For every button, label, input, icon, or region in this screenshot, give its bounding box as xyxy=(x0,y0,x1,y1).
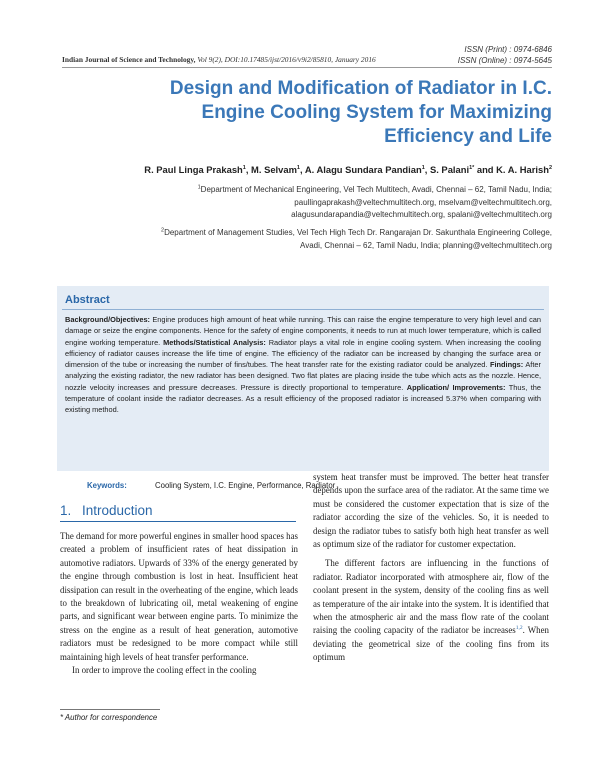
footnote: * Author for correspondence xyxy=(60,713,158,722)
abstract-findings-label: Findings: xyxy=(489,360,524,370)
abstract-background-text: Engine produces high amount of heat while running. This can raise the engine temperature to very high level and can damage or seize the engine components. Hence for the safety of engine components, it needs to run at much lower temperature, which is called engine working temperature. xyxy=(65,315,541,347)
intro-paragraph-1: The demand for more powerful engines in smaller hood spaces has created a problem of insufficient rates of heat dissipation in automotive radiators. Upwards of 33% of the energy generated by the engine through combustion is lost in heat. Insufficient heat dissipation can result in the overheating of the engine, which leads to the breakdown of lubricating oil, metal weakening of engine parts, and significant wear between engine parts. To minimize the stress on the engine as a result of heat generation, automotive radiators must be redesigned to be more compact while still maintaining high levels of heat transfer performance. xyxy=(60,531,298,662)
header-rule xyxy=(62,67,552,68)
author-5-affil: 2 xyxy=(548,164,552,171)
abstract-application-label: Application/ Improvements: xyxy=(406,382,506,392)
author-3-affil: 1 xyxy=(421,164,425,171)
section-number: 1. xyxy=(60,503,72,518)
author-list xyxy=(144,164,552,175)
author-4: , S. Palani xyxy=(424,164,470,175)
author-2: , M. Selvam xyxy=(245,164,297,175)
title-line-1: Design and Modification of Radiator in I.C. xyxy=(169,78,552,99)
abstract-findings-text: After analyzing the existing radiator, the new radiator has been designed. Two flat plates are placing inside the tube which acts as the nozzle. Hence, nozzle velocity increases and pressure decreases. Pressure is directly proportional to temperature. xyxy=(65,360,541,392)
section-heading-introduction xyxy=(60,503,300,518)
section-rule xyxy=(60,521,296,522)
author-1-affil: 1 xyxy=(242,164,246,171)
abstract-application-text: Thus, the temperature of coolant inside the radiator decreases. As a result efficiency of the proposed radiator is increased 5.37% when comparing with existing method. xyxy=(65,382,541,415)
abstract-divider xyxy=(62,309,544,310)
abstract-background-label: Background/Objectives: xyxy=(65,315,151,324)
section-title: Introduction xyxy=(82,503,153,518)
affiliation-1-line-1: Department of Mechanical Engineering, Vel Tech Multitech, Avadi, Chennai – 62, Tamil Nadu, India; xyxy=(200,185,552,194)
intro-paragraph-3: system heat transfer must be improved. The better heat transfer depends upon the surface area of the radiator. At the same time we must be considered the customer expectation that is size of the radiator according the size of the vehicles. So, it is needed to design the radiator tubes to satisfy both high heat transfer as well as optimum size of the radiator for customer expectation. xyxy=(313,472,549,550)
title-line-2: Engine Cooling System for Maximizing xyxy=(201,102,552,123)
citation-link[interactable]: 1,2 xyxy=(515,625,523,632)
keywords-text: Cooling System, I.C. Engine, Performance, Radiator xyxy=(155,481,336,490)
affiliation-1-line-3[interactable]: alagusundarapandia@veltechmultitech.org, spalani@veltechmultitech.org xyxy=(291,210,552,219)
body-column-left xyxy=(60,530,298,677)
issn-online: ISSN (Online) : 0974-5645 xyxy=(457,56,552,65)
title-line-3: Efficiency and Life xyxy=(384,126,552,147)
affiliation-2-line-1: Department of Management Studies, Vel Tech High Tech Dr. Rangarajan Dr. Sakunthala Engineering College, xyxy=(164,228,552,237)
author-2-affil: 1 xyxy=(296,164,300,171)
footnote-rule xyxy=(60,709,160,710)
intro-paragraph-2: In order to improve the cooling effect in the cooling xyxy=(72,665,257,676)
abstract-text xyxy=(65,314,541,416)
affiliation-2 xyxy=(161,227,552,252)
author-1: R. Paul Linga Prakash xyxy=(144,164,243,175)
intro-paragraph-4-continued: . When deviating the geometrical size of the cooling fins from its optimum xyxy=(313,625,549,663)
journal-details: Vol 9(2), DOI:10.17485/ijst/2016/v9i2/85810, January 2016 xyxy=(195,55,376,64)
author-5: and K. A. Harish xyxy=(474,164,549,175)
author-4-affil: 1* xyxy=(469,164,475,171)
keywords-label: Keywords: xyxy=(87,481,127,490)
journal-citation xyxy=(62,55,376,64)
body-column-right xyxy=(313,471,549,665)
affiliation-1 xyxy=(198,184,552,222)
issn-print: ISSN (Print) : 0974-6846 xyxy=(464,45,552,54)
author-3: , A. Alagu Sundara Pandian xyxy=(299,164,422,175)
affiliation-2-marker: 2 xyxy=(161,227,165,234)
affiliation-1-marker: 1 xyxy=(197,184,201,191)
journal-name: Indian Journal of Science and Technology, xyxy=(62,55,196,64)
affiliation-2-line-2[interactable]: Avadi, Chennai – 62, Tamil Nadu, India; planning@veltechmultitech.org xyxy=(300,240,552,250)
paper-title xyxy=(112,77,552,149)
abstract-methods-label: Methods/Statistical Analysis: xyxy=(163,337,266,347)
issn-block xyxy=(458,44,552,66)
abstract-methods-text: Radiator plays a vital role in engine cooling system. When increasing the cooling efficiency of radiator causes increase the life time of engine. The efficiency of the radiator can be increased by changing the surface area or dimension of the tube or increasing the number of fins/tubes. The heat transfer rate for the existing radiator could be analyzed. xyxy=(65,337,541,370)
abstract-heading: Abstract xyxy=(65,294,110,306)
intro-paragraph-4-text: The different factors are influencing in the functions of radiator. Radiator incorporated with atmosphere air, flow of the coolant present in the system, density of the cooling fins as well as temperature of the air intake into the system. It is identified that when the atmospheric air and the mass flow rate of the coolant raising the cooling capacity of the radiator be increases xyxy=(313,558,549,636)
affiliation-1-line-2[interactable]: paullingaprakash@veltechmultitech.org, mselvam@veltechmultitech.org, xyxy=(294,197,552,207)
intro-paragraph-4 xyxy=(313,557,549,664)
